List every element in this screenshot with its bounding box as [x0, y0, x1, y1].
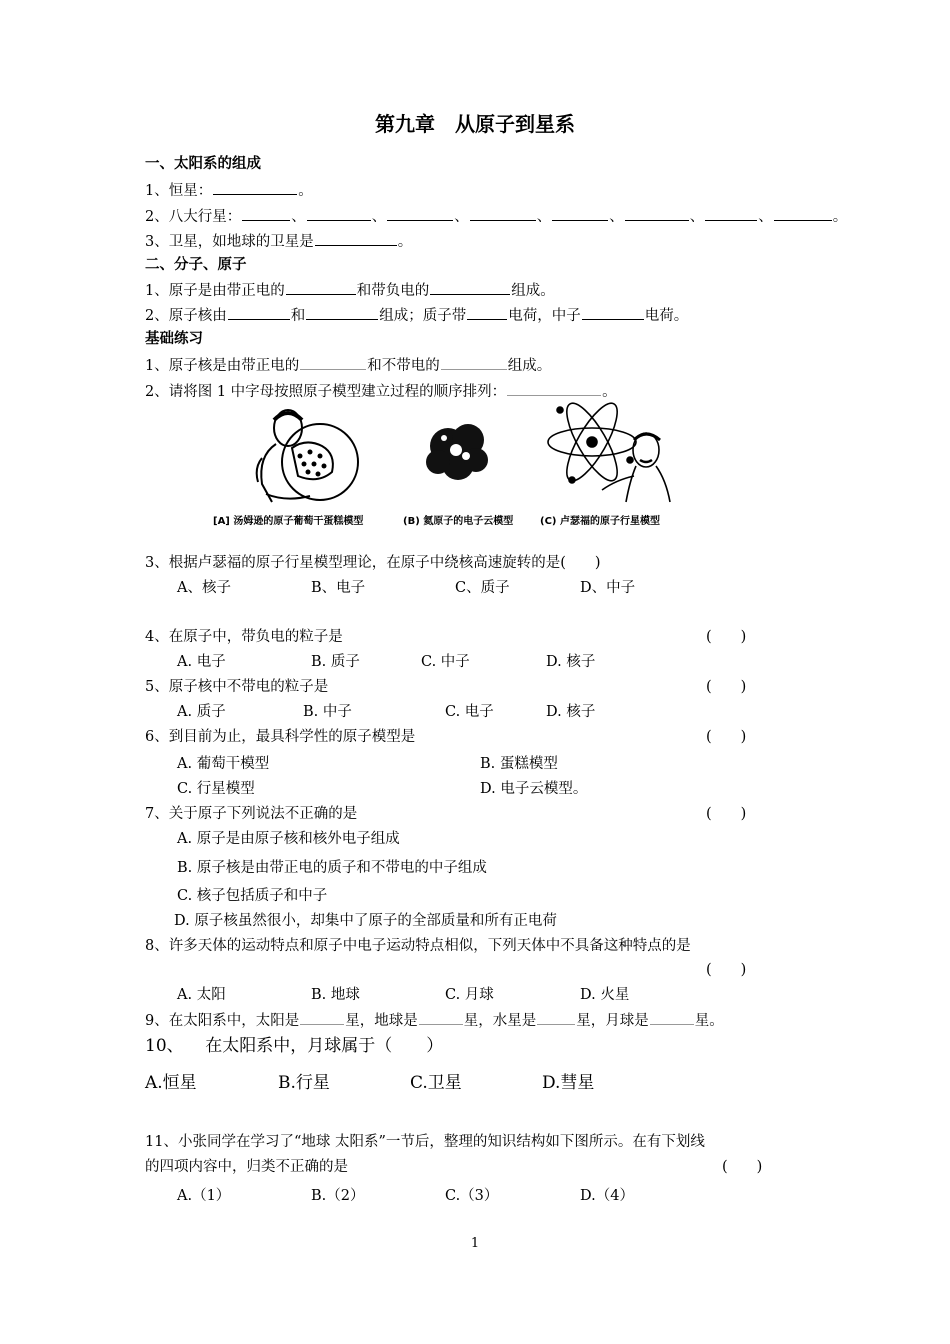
q6-option-d: D. 电子云模型。: [480, 781, 588, 797]
practice-question-10: 10、 在太阳系中，月球属于（ ）: [145, 1036, 444, 1056]
q8-option-c: C. 月球: [445, 987, 494, 1003]
blank: [300, 354, 366, 370]
practice-question-2: 2、请将图 1 中字母按照原子模型建立过程的顺序排列： 。: [145, 380, 617, 402]
q10-option-b: B.行星: [278, 1073, 330, 1093]
q4-answer-paren: ( ): [706, 629, 747, 645]
figure-caption-b: (B) 氦原子的电子云模型: [403, 516, 514, 527]
question-planets: 2、八大行星： 、 、 、 、 、 、 、 。: [145, 205, 847, 227]
practice-question-3: 3、根据卢瑟福的原子行星模型理论，在原子中绕核高速旋转的是( ): [145, 555, 601, 571]
practice-question-9: 9、在太阳系中，太阳是 星，地球是 星，水星是 星，月球是 星。: [145, 1009, 724, 1031]
q7-option-a: A. 原子是由原子核和核外电子组成: [177, 831, 400, 847]
blank: [419, 1009, 463, 1025]
blank: [507, 380, 601, 396]
q6-option-a: A. 葡萄干模型: [177, 756, 270, 772]
q10-option-c: C.卫星: [410, 1073, 462, 1093]
q7-answer-paren: ( ): [706, 806, 747, 822]
blank: [306, 304, 378, 320]
practice-question-8: 8、许多天体的运动特点和原子中电子运动特点相似，下列天体中不具备这种特点的是: [145, 938, 691, 954]
q3-option-a: A、核子: [177, 580, 231, 596]
q5-option-d: D. 核子: [546, 704, 596, 720]
q5-option-b: B. 中子: [303, 704, 352, 720]
blank: [625, 205, 689, 221]
q8-option-d: D. 火星: [580, 987, 630, 1003]
q7-option-c: C. 核子包括质子和中子: [177, 888, 328, 904]
blank: [307, 205, 371, 221]
helium-electron-cloud-illustration: [426, 424, 488, 480]
page-number: 1: [470, 1236, 480, 1251]
blank: [228, 304, 290, 320]
q7-option-b: B. 原子核是由带正电的质子和不带电的中子组成: [177, 860, 487, 876]
blank: [552, 205, 608, 221]
q4-option-d: D. 核子: [546, 654, 596, 670]
practice-question-4: 4、在原子中，带负电的粒子是: [145, 629, 343, 645]
practice-question-5: 5、原子核中不带电的粒子是: [145, 679, 329, 695]
practice-question-1: 1、原子核是由带正电的 和不带电的 组成。: [145, 354, 551, 376]
blank: [537, 1009, 575, 1025]
q3-option-b: B、电子: [311, 580, 366, 596]
q6-answer-paren: ( ): [706, 729, 747, 745]
practice-question-11-cont: 的四项内容中，归类不正确的是: [145, 1159, 348, 1175]
q4-option-b: B. 质子: [311, 654, 360, 670]
question-star: 1、恒星： 。: [145, 179, 313, 201]
q6-option-b: B. 蛋糕模型: [480, 756, 558, 772]
figure-caption-a: [A] 汤姆逊的原子葡萄干蛋糕模型: [213, 516, 364, 527]
q7-option-d: D. 原子核虽然很小，却集中了原子的全部质量和所有正电荷: [174, 913, 557, 929]
blank: [705, 205, 757, 221]
blank: [582, 304, 644, 320]
blank: [315, 230, 397, 246]
q4-option-c: C. 中子: [421, 654, 470, 670]
q3-option-d: D、中子: [580, 580, 636, 596]
q4-option-a: A. 电子: [177, 654, 226, 670]
question-nucleus-composition: 2、原子核由 和 组成；质子带 电荷，中子 电荷。: [145, 304, 688, 326]
q11-option-a: A.（1）: [177, 1188, 231, 1204]
section-heading-solar-system: 一、太阳系的组成: [145, 156, 261, 172]
q8-answer-paren: ( ): [706, 962, 747, 978]
rutherford-planetary-illustration: [548, 398, 670, 502]
blank: [242, 205, 290, 221]
practice-question-6: 6、到目前为止，最具科学性的原子模型是: [145, 729, 416, 745]
q11-option-c: C.（3）: [445, 1188, 499, 1204]
q5-answer-paren: ( ): [706, 679, 747, 695]
question-atom-composition: 1、原子是由带正电的 和带负电的 组成。: [145, 279, 555, 301]
figure-caption-c: (C) 卢瑟福的原子行星模型: [540, 516, 660, 527]
blank: [430, 279, 510, 295]
question-satellite: 3、卫星，如地球的卫星是 。: [145, 230, 412, 252]
q10-option-a: A.恒星: [145, 1073, 197, 1093]
practice-question-11: 11、小张同学在学习了“地球 太阳系”一节后，整理的知识结构如下图所示。在有下划线: [145, 1134, 705, 1150]
q6-option-c: C. 行星模型: [177, 781, 255, 797]
blank: [774, 205, 832, 221]
page-title: 第九章 从原子到星系: [375, 112, 575, 136]
blank: [300, 1009, 344, 1025]
blank: [441, 354, 507, 370]
q11-option-b: B.（2）: [311, 1188, 365, 1204]
q8-option-b: B. 地球: [311, 987, 360, 1003]
q5-option-c: C. 电子: [445, 704, 494, 720]
q3-option-c: C、质子: [455, 580, 510, 596]
blank: [650, 1009, 694, 1025]
q8-option-a: A. 太阳: [177, 987, 226, 1003]
blank: [470, 205, 536, 221]
section-heading-practice: 基础练习: [145, 331, 203, 347]
practice-question-7: 7、关于原子下列说法不正确的是: [145, 806, 358, 822]
q11-answer-paren: ( ): [722, 1159, 763, 1175]
q10-option-d: D.彗星: [542, 1073, 595, 1093]
blank: [213, 179, 297, 195]
blank: [467, 304, 507, 320]
thomson-plum-pudding-illustration: [257, 410, 358, 502]
blank: [387, 205, 453, 221]
blank: [286, 279, 356, 295]
q5-option-a: A. 质子: [177, 704, 226, 720]
q11-option-d: D.（4）: [580, 1188, 634, 1204]
atom-models-figure: [200, 398, 720, 510]
section-heading-molecules-atoms: 二、分子、原子: [145, 257, 247, 273]
